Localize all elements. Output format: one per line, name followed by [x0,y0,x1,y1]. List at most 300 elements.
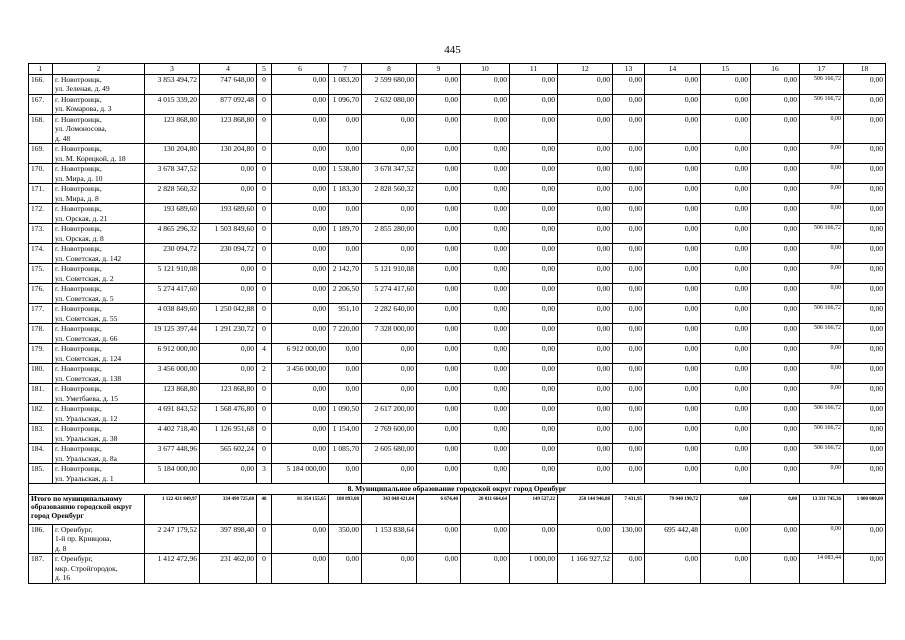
table-row [29,554,886,584]
row-number: 171. [29,184,53,204]
table-row [29,464,886,484]
cell-c4: 230 094,72 [200,244,257,264]
cell-c15: 0,00 [701,324,751,344]
cell-c14: 0,00 [645,74,701,94]
cell-c17: 506 166,72 [800,74,844,94]
cell-c10: 0,00 [461,74,510,94]
address-line: ул. Советская, д. 124 [55,353,122,363]
column-header: 13 [613,64,645,75]
cell-c12: 1 166 927,52 [558,554,613,584]
cell-c10: 0,00 [461,264,510,284]
column-header: 4 [200,64,257,75]
address-line: ул. Уральская, д. 1 [55,473,114,483]
address-line: г. Новотроицк, [55,344,102,353]
cell-c13: 0,00 [613,244,645,264]
cell-c4: 565 602,24 [200,444,257,464]
total-c18: 1 000 000,00 [844,494,886,524]
cell-c15: 0,00 [701,164,751,184]
cell-c17: 0,00 [800,114,844,144]
cell-c9: 0,00 [417,114,461,144]
cell-c5: 0 [257,204,272,224]
cell-c8: 2 605 680,00 [362,444,417,464]
cell-c17: 0,00 [800,464,844,484]
cell-c14: 0,00 [645,384,701,404]
cell-c14: 695 442,48 [645,524,701,554]
cell-c14: 0,00 [645,344,701,364]
table-row [29,524,886,554]
cell-c12: 0,00 [558,164,613,184]
column-header: 15 [701,64,751,75]
cell-c8: 0,00 [362,344,417,364]
row-number: 175. [29,264,53,284]
cell-c7: 1 183,30 [329,184,362,204]
cell-c15: 0,00 [701,464,751,484]
address-cell [53,464,145,484]
address-line: ул. Советская, д. 142 [55,253,122,263]
cell-c8: 0,00 [362,464,417,484]
cell-c8: 2 599 680,00 [362,74,417,94]
cell-c8: 5 121 910,08 [362,264,417,284]
cell-c17: 506 166,72 [800,304,844,324]
cell-c9: 0,00 [417,444,461,464]
address-line: г. Новотроицк, [55,244,102,253]
cell-c17: 506 166,72 [800,324,844,344]
cell-c10: 0,00 [461,224,510,244]
cell-c6: 0,00 [272,384,329,404]
cell-c16: 0,00 [751,384,800,404]
cell-c6: 6 912 000,00 [272,344,329,364]
cell-c16: 0,00 [751,114,800,144]
address-line: г. Оренбург, [55,524,93,534]
address-line: ул. Ломоносова, [55,124,107,133]
cell-c7: 1 083,20 [329,74,362,94]
cell-c9: 0,00 [417,204,461,224]
cell-c4: 877 092,48 [200,94,257,114]
table-row [29,324,886,344]
cell-c7: 1 090,50 [329,404,362,424]
cell-c17: 0,00 [800,144,844,164]
cell-c4: 0,00 [200,364,257,384]
cell-c9: 0,00 [417,144,461,164]
address-cell [53,304,145,324]
cell-c4: 123 868,80 [200,384,257,404]
column-header: 18 [844,64,886,75]
table-row [29,424,886,444]
cell-c12: 0,00 [558,404,613,424]
cell-c4: 1 126 951,68 [200,424,257,444]
cell-c3: 4 015 339,20 [145,94,200,114]
total-c13: 7 431,95 [613,494,645,524]
cell-c15: 0,00 [701,244,751,264]
cell-c5: 2 [257,364,272,384]
cell-c11: 1 000,00 [510,554,558,584]
cell-c5: 3 [257,464,272,484]
cell-c3: 19 125 397,44 [145,324,200,344]
cell-c16: 0,00 [751,184,800,204]
cell-c5: 4 [257,344,272,364]
address-cell [53,284,145,304]
cell-c13: 130,00 [613,524,645,554]
address-cell [53,264,145,284]
cell-c14: 0,00 [645,244,701,264]
cell-c12: 0,00 [558,184,613,204]
cell-c7: 0,00 [329,204,362,224]
cell-c12: 0,00 [558,424,613,444]
address-line: г. Новотроицк, [55,184,102,193]
cell-c4: 1 250 042,88 [200,304,257,324]
address-cell [53,114,145,144]
cell-c10: 0,00 [461,424,510,444]
cell-c16: 0,00 [751,344,800,364]
cell-c3: 4 038 849,60 [145,304,200,324]
cell-c6: 0,00 [272,304,329,324]
address-cell [53,554,145,584]
cell-c3: 123 868,80 [145,114,200,144]
cell-c6: 0,00 [272,554,329,584]
row-number: 167. [29,94,53,114]
address-line: д. 16 [55,573,71,582]
cell-c18: 0,00 [844,464,886,484]
cell-c7: 0,00 [329,554,362,584]
address-line: 1-й пр. Кривцова, [55,534,112,543]
row-number: 186. [29,524,53,554]
column-header: 3 [145,64,200,75]
address-line: ул. Советская, д. 55 [55,313,118,323]
cell-c13: 0,00 [613,264,645,284]
cell-c9: 0,00 [417,304,461,324]
cell-c13: 0,00 [613,304,645,324]
total-c4: 334 490 725,68 [200,494,257,524]
cell-c18: 0,00 [844,524,886,554]
address-line: г. Новотроицк, [55,464,102,473]
cell-c12: 0,00 [558,144,613,164]
cell-c13: 0,00 [613,164,645,184]
address-cell [53,244,145,264]
cell-c9: 0,00 [417,164,461,184]
column-header: 2 [53,64,145,75]
cell-c14: 0,00 [645,184,701,204]
cell-c13: 0,00 [613,444,645,464]
cell-c13: 0,00 [613,204,645,224]
cell-c8: 0,00 [362,364,417,384]
cell-c18: 0,00 [844,164,886,184]
cell-c17: 0,00 [800,344,844,364]
cell-c7: 1 096,70 [329,94,362,114]
cell-c12: 0,00 [558,114,613,144]
cell-c9: 0,00 [417,94,461,114]
cell-c9: 0,00 [417,404,461,424]
column-header: 14 [645,64,701,75]
column-header: 6 [272,64,329,75]
cell-c17: 14 083,44 [800,554,844,584]
cell-c14: 0,00 [645,304,701,324]
cell-c7: 7 220,00 [329,324,362,344]
cell-c14: 0,00 [645,444,701,464]
cell-c4: 0,00 [200,184,257,204]
cell-c16: 0,00 [751,464,800,484]
cell-c12: 0,00 [558,204,613,224]
cell-c17: 0,00 [800,164,844,184]
cell-c6: 0,00 [272,94,329,114]
cell-c11: 0,00 [510,74,558,94]
cell-c9: 0,00 [417,344,461,364]
column-header: 11 [510,64,558,75]
cell-c5: 0 [257,424,272,444]
cell-c5: 0 [257,304,272,324]
cell-c4: 0,00 [200,284,257,304]
total-c12: 250 144 946,88 [558,494,613,524]
address-line: г. Новотроицк, [55,444,102,453]
total-c10: 20 011 664,64 [461,494,510,524]
cell-c15: 0,00 [701,364,751,384]
cell-c5: 0 [257,74,272,94]
total-c17: 13 331 745,36 [800,494,844,524]
cell-c12: 0,00 [558,244,613,264]
cell-c10: 0,00 [461,204,510,224]
address-line: г. Новотроицк, [55,144,102,153]
address-cell [53,424,145,444]
address-cell [53,204,145,224]
cell-c6: 0,00 [272,444,329,464]
cell-c10: 0,00 [461,524,510,554]
cell-c14: 0,00 [645,404,701,424]
address-cell [53,324,145,344]
table-row [29,344,886,364]
cell-c5: 0 [257,244,272,264]
cell-c8: 2 855 280,00 [362,224,417,244]
cell-c11: 0,00 [510,324,558,344]
cell-c6: 0,00 [272,404,329,424]
cell-c18: 0,00 [844,184,886,204]
row-number: 176. [29,284,53,304]
cell-c4: 397 898,40 [200,524,257,554]
cell-c17: 0,00 [800,524,844,554]
table-row [29,164,886,184]
cell-c5: 0 [257,264,272,284]
cell-c10: 0,00 [461,324,510,344]
cell-c15: 0,00 [701,204,751,224]
address-cell [53,344,145,364]
cell-c8: 3 678 347,52 [362,164,417,184]
table-row [29,444,886,464]
cell-c14: 0,00 [645,424,701,444]
cell-c10: 0,00 [461,114,510,144]
row-number: 181. [29,384,53,404]
cell-c14: 0,00 [645,114,701,144]
cell-c5: 0 [257,324,272,344]
cell-c11: 0,00 [510,244,558,264]
cell-c13: 0,00 [613,364,645,384]
cell-c15: 0,00 [701,304,751,324]
total-label: Итого по муниципальному образованию городской округ город Оренбург [29,494,145,524]
cell-c10: 0,00 [461,344,510,364]
cell-c13: 0,00 [613,74,645,94]
cell-c4: 0,00 [200,164,257,184]
address-line: г. Новотроицк, [55,94,102,104]
cell-c11: 0,00 [510,264,558,284]
cell-c15: 0,00 [701,74,751,94]
cell-c5: 0 [257,404,272,424]
cell-c18: 0,00 [844,404,886,424]
address-line: ул. Уральская, д. 38 [55,433,118,443]
address-line: ул. Советская, д. 5 [55,293,114,303]
cell-c9: 0,00 [417,554,461,584]
address-cell [53,144,145,164]
cell-c12: 0,00 [558,464,613,484]
cell-c4: 130 204,80 [200,144,257,164]
cell-c16: 0,00 [751,404,800,424]
address-line: ул. Мира, д. 8 [55,193,99,203]
cell-c14: 0,00 [645,144,701,164]
cell-c6: 0,00 [272,224,329,244]
cell-c10: 0,00 [461,164,510,184]
cell-c8: 1 153 838,64 [362,524,417,554]
cell-c18: 0,00 [844,284,886,304]
cell-c6: 0,00 [272,324,329,344]
cell-c11: 0,00 [510,184,558,204]
cell-c9: 0,00 [417,424,461,444]
cell-c17: 506 166,72 [800,224,844,244]
cell-c3: 123 868,80 [145,384,200,404]
cell-c8: 0,00 [362,144,417,164]
address-line: г. Новотроицк, [55,264,102,273]
cell-c13: 0,00 [613,404,645,424]
address-cell [53,74,145,94]
cell-c7: 951,10 [329,304,362,324]
cell-c11: 0,00 [510,364,558,384]
row-number: 169. [29,144,53,164]
cell-c7: 0,00 [329,344,362,364]
cell-c10: 0,00 [461,384,510,404]
cell-c9: 0,00 [417,364,461,384]
column-header: 12 [558,64,613,75]
cell-c11: 0,00 [510,114,558,144]
cell-c6: 5 184 000,00 [272,464,329,484]
address-cell [53,364,145,384]
address-line: мкр. Стройгородок, [55,563,118,573]
cell-c5: 0 [257,164,272,184]
cell-c9: 0,00 [417,384,461,404]
cell-c8: 7 328 000,00 [362,324,417,344]
address-line: г. Новотроицк, [55,424,102,433]
cell-c16: 0,00 [751,304,800,324]
cell-c14: 0,00 [645,554,701,584]
address-cell [53,404,145,424]
cell-c12: 0,00 [558,74,613,94]
cell-c11: 0,00 [510,224,558,244]
address-line: ул. Мира, д. 10 [55,173,103,183]
address-line: г. Новотроицк, [55,324,102,333]
cell-c18: 0,00 [844,264,886,284]
row-number: 174. [29,244,53,264]
address-line: ул. Советская, д. 66 [55,333,118,343]
cell-c16: 0,00 [751,164,800,184]
table-row [29,74,886,94]
cell-c6: 0,00 [272,284,329,304]
cell-c14: 0,00 [645,204,701,224]
cell-c17: 0,00 [800,204,844,224]
total-c5: 48 [257,494,272,524]
table-row [29,264,886,284]
cell-c11: 0,00 [510,144,558,164]
address-line: ул. Зеленая, д. 49 [55,84,110,93]
column-header: 10 [461,64,510,75]
cell-c6: 0,00 [272,144,329,164]
address-line: ул. Уральская, д. 12 [55,413,118,423]
cell-c14: 0,00 [645,464,701,484]
cell-c5: 0 [257,554,272,584]
cell-c9: 0,00 [417,264,461,284]
cell-c8: 0,00 [362,554,417,584]
column-header: 17 [800,64,844,75]
cell-c15: 0,00 [701,554,751,584]
address-line: г. Новотроицк, [55,404,102,413]
table-row [29,284,886,304]
cell-c14: 0,00 [645,164,701,184]
table-row [29,384,886,404]
cell-c8: 0,00 [362,384,417,404]
cell-c7: 0,00 [329,464,362,484]
cell-c10: 0,00 [461,304,510,324]
cell-c9: 0,00 [417,524,461,554]
address-cell [53,184,145,204]
cell-c4: 1 568 476,80 [200,404,257,424]
cell-c8: 0,00 [362,114,417,144]
cell-c18: 0,00 [844,224,886,244]
cell-c7: 0,00 [329,384,362,404]
cell-c10: 0,00 [461,144,510,164]
cell-c15: 0,00 [701,424,751,444]
cell-c18: 0,00 [844,424,886,444]
cell-c17: 506 166,72 [800,404,844,424]
cell-c14: 0,00 [645,364,701,384]
cell-c18: 0,00 [844,324,886,344]
cell-c15: 0,00 [701,284,751,304]
row-number: 178. [29,324,53,344]
row-number: 179. [29,344,53,364]
table-row [29,94,886,114]
table-row [29,144,886,164]
cell-c18: 0,00 [844,444,886,464]
column-header: 7 [329,64,362,75]
cell-c14: 0,00 [645,324,701,344]
cell-c5: 0 [257,384,272,404]
total-c8: 343 048 421,04 [362,494,417,524]
total-c7: 108 893,08 [329,494,362,524]
row-number: 168. [29,114,53,144]
cell-c6: 0,00 [272,164,329,184]
cell-c7: 1 189,70 [329,224,362,244]
cell-c9: 0,00 [417,224,461,244]
row-number: 173. [29,224,53,244]
cell-c18: 0,00 [844,304,886,324]
table-row [29,204,886,224]
total-c6: 81 354 155,65 [272,494,329,524]
cell-c12: 0,00 [558,264,613,284]
cell-c15: 0,00 [701,224,751,244]
cell-c16: 0,00 [751,74,800,94]
cell-c7: 2 142,70 [329,264,362,284]
table-row [29,184,886,204]
cell-c5: 0 [257,114,272,144]
cell-c5: 0 [257,524,272,554]
cell-c15: 0,00 [701,114,751,144]
cell-c17: 506 166,72 [800,444,844,464]
data-table [28,63,886,584]
cell-c6: 0,00 [272,114,329,144]
cell-c5: 0 [257,224,272,244]
cell-c14: 0,00 [645,94,701,114]
